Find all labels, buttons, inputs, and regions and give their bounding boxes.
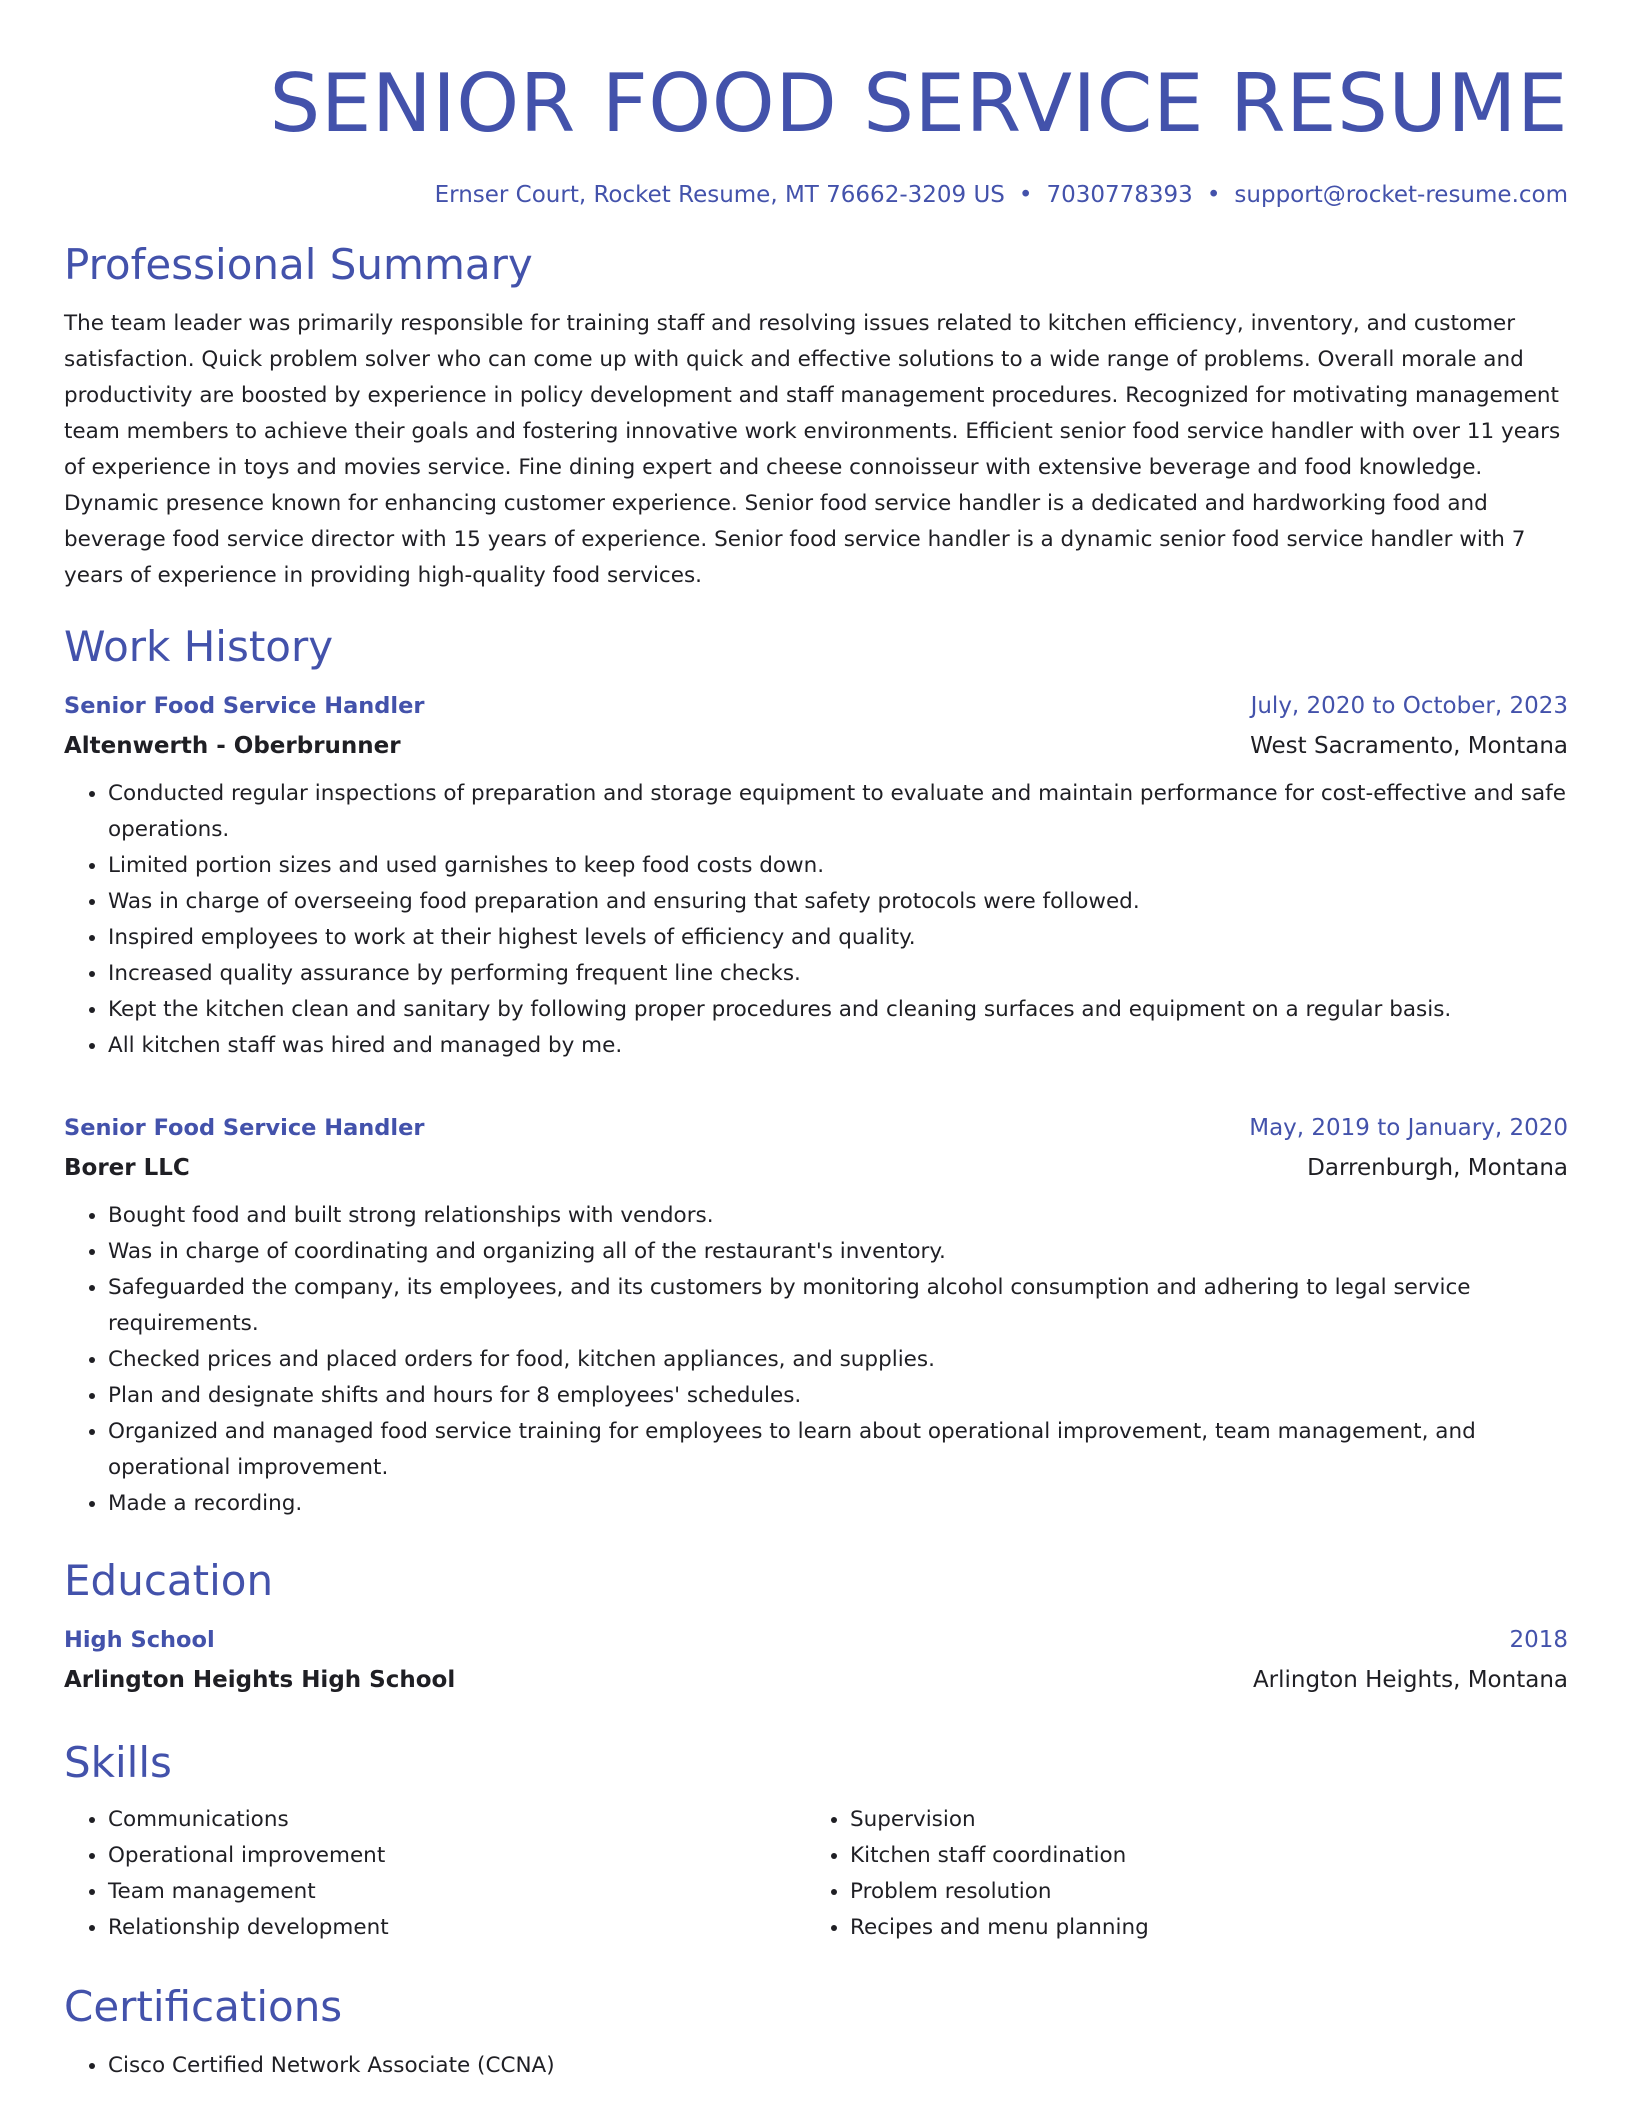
section-title-skills: Skills [64,1738,172,1787]
job-bullet-list [64,776,1568,1064]
list-item: • Problem resolution [850,1874,1548,1910]
list-item: • Recipes and menu planning [850,1910,1548,1946]
section-title-work-history: Work History [64,622,334,671]
job-company: Altenwerth - Oberbrunner [64,733,401,759]
contact-address: Ernser Court, Rocket Resume, MT 76662-3209 US [434,182,1005,208]
list-item: • Operational improvement [108,1838,806,1874]
list-item: • All kitchen staff was hired and managed by me. [108,1028,1568,1064]
job-header-row [64,1108,1568,1148]
list-item: • Increased quality assurance by performing frequent line checks. [108,956,1568,992]
resume-header [64,0,1568,210]
job-company-row [64,1148,1568,1188]
job-company-row [64,726,1568,766]
list-item: • Plan and designate shifts and hours for 8 employees' schedules. [108,1378,1568,1414]
list-item: • Inspired employees to work at their highest levels of efficiency and quality. [108,920,1568,956]
certifications-list [64,2048,1568,2084]
education-entry [64,1620,1568,1700]
resume-title: SENIOR FOOD SERVICE RESUME [269,57,1568,150]
list-item: • Checked prices and placed orders for food, kitchen appliances, and supplies. [108,1342,1568,1378]
list-item: • Kitchen staff coordination [850,1838,1548,1874]
list-item: • Was in charge of overseeing food preparation and ensuring that safety protocols were followed. [108,884,1568,920]
job-dates: July, 2020 to October, 2023 [1250,693,1568,719]
job-entry [64,1108,1568,1522]
contact-phone: 7030778393 [1046,182,1193,208]
job-location: Darrenburgh, Montana [1307,1155,1568,1181]
education-header-row [64,1620,1568,1660]
education-degree: High School [64,1627,215,1653]
separator-dot: • [1018,182,1033,208]
section-title-education: Education [64,1556,274,1605]
education-school-row [64,1660,1568,1700]
list-item: • Kept the kitchen clean and sanitary by following proper procedures and cleaning surfaces and equipment on a regular basis. [108,992,1568,1028]
list-item: • Team management [108,1874,806,1910]
skills-column-left [64,1802,806,1946]
job-title: Senior Food Service Handler [64,693,425,719]
section-title-summary: Professional Summary [64,240,533,289]
list-item: • Supervision [850,1802,1548,1838]
list-item: • Cisco Certified Network Associate (CCNA) [108,2048,1568,2084]
list-item: • Communications [108,1802,806,1838]
skills-column-right [806,1802,1548,1946]
skills-grid [64,1802,1568,1946]
section-title-certifications: Certifications [64,1982,343,2031]
education-location: Arlington Heights, Montana [1252,1667,1568,1693]
job-bullet-list [64,1198,1568,1522]
list-item: • Made a recording. [108,1486,1568,1522]
list-item: • Organized and managed food service training for employees to learn about operational improvement, team management, and operational improvement. [108,1414,1568,1486]
contact-line [64,180,1568,210]
education-school: Arlington Heights High School [64,1667,456,1693]
list-item: • Was in charge of coordinating and organizing all of the restaurant's inventory. [108,1234,1568,1270]
list-item: • Safeguarded the company, its employees, and its customers by monitoring alcohol consumption and adhering to legal service requirements. [108,1270,1568,1342]
job-company: Borer LLC [64,1155,190,1181]
education-year: 2018 [1509,1627,1568,1653]
job-title: Senior Food Service Handler [64,1115,425,1141]
list-item: • Relationship development [108,1910,806,1946]
list-item: • Limited portion sizes and used garnishes to keep food costs down. [108,848,1568,884]
list-item: • Bought food and built strong relationships with vendors. [108,1198,1568,1234]
job-entry [64,686,1568,1064]
separator-dot: • [1206,182,1221,208]
job-header-row [64,686,1568,726]
summary-text: The team leader was primarily responsible for training staff and resolving issues related to kitchen efficiency, inventory, and customer satisfaction. Quick problem solver who can come up with quick and effective solutions to a wide range of problems. Overall morale and productivity are boosted by experience in policy development and staff management procedures. Recognized for motivating management team members to achieve their goals and fostering innovative work environments. Efficient senior food service handler with over 11 years of experience in toys and movies service. Fine dining expert and cheese connoisseur with extensive beverage and food knowledge. Dynamic presence known for enhancing customer experience. Senior food service handler is a dedicated and hardworking food and beverage food service director with 15 years of experience. Senior food service handler is a dynamic senior food service handler with 7 years of experience in providing high-quality food services. [64,311,1561,588]
list-item: • Conducted regular inspections of preparation and storage equipment to evaluate and maintain performance for cost-effective and safe operations. [108,776,1568,848]
job-location: West Sacramento, Montana [1250,733,1568,759]
job-dates: May, 2019 to January, 2020 [1249,1115,1568,1141]
contact-email: support@rocket-resume.com [1234,182,1568,208]
